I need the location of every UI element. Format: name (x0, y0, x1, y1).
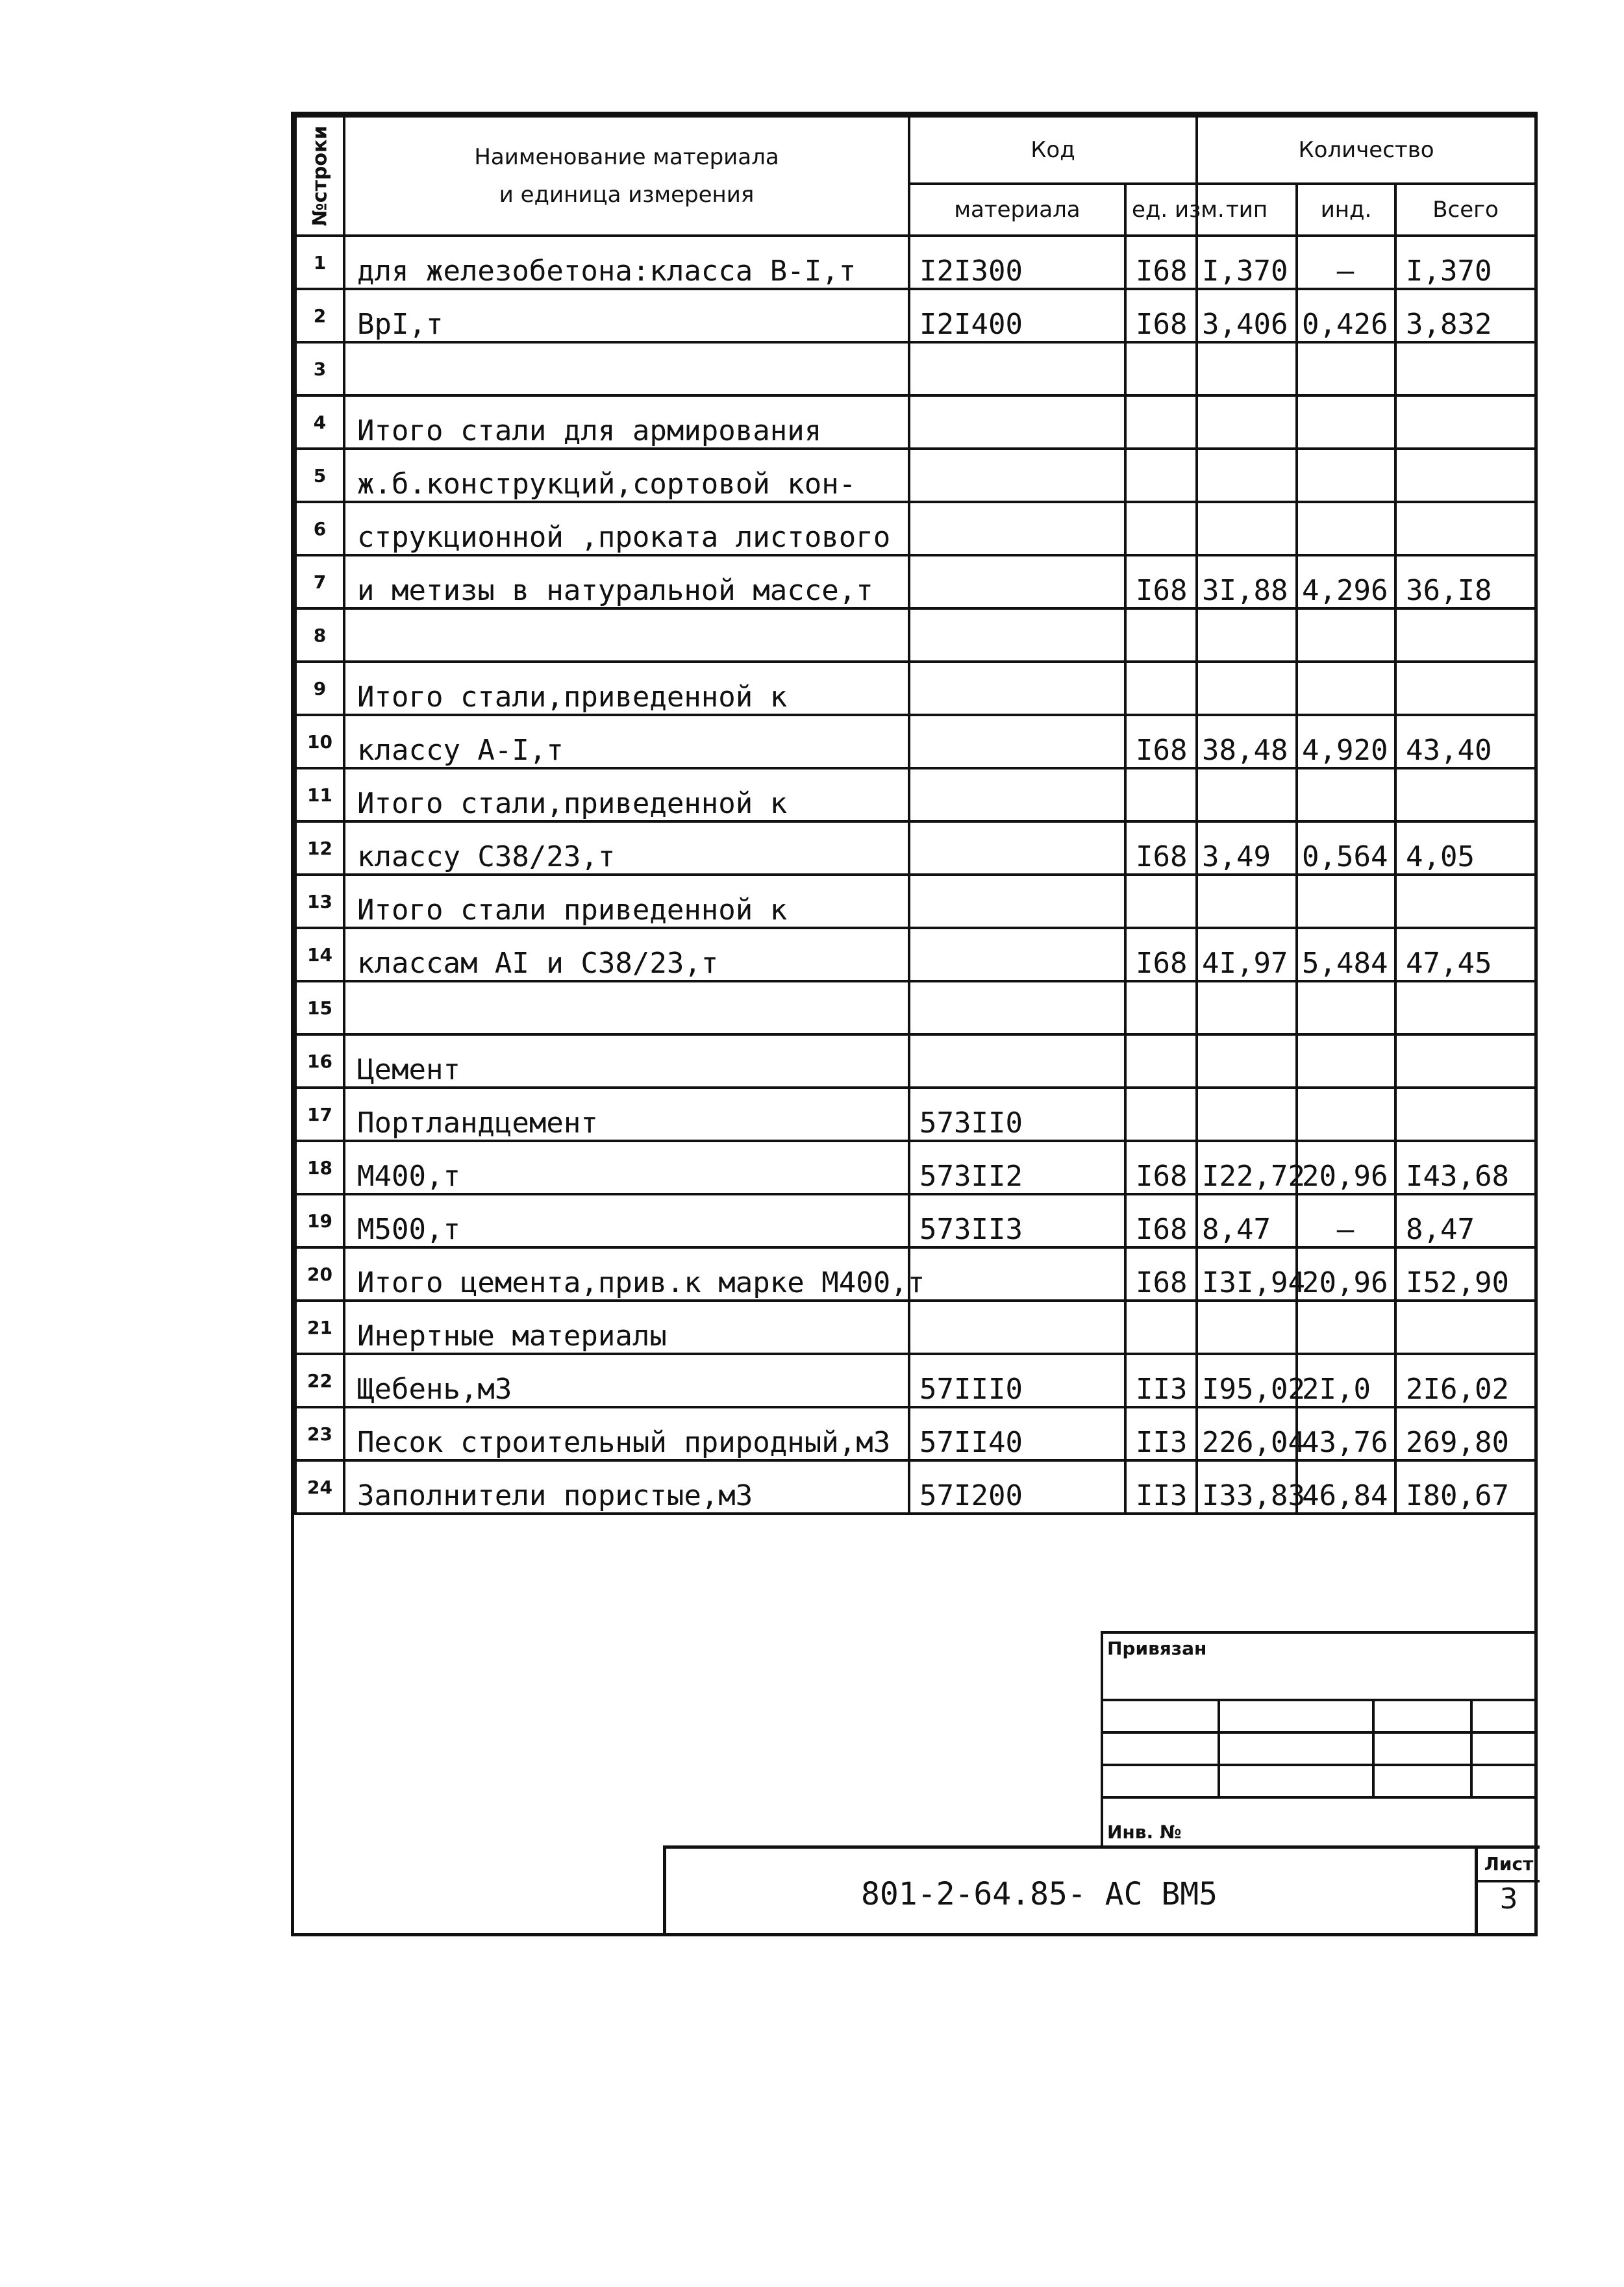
ind-value: 0,564 (1297, 821, 1395, 875)
unit-code: I68 (1125, 821, 1197, 875)
ind-value: – (1297, 1194, 1395, 1247)
row-number: 14 (295, 928, 344, 981)
material-name: классам АI и С38/23,т (344, 928, 909, 981)
spec-sheet (291, 112, 1538, 1936)
unit-code (1125, 768, 1197, 821)
ind-header: инд. (1297, 184, 1395, 236)
typ-value (1197, 1088, 1297, 1141)
table-row (295, 1194, 1536, 1247)
material-name: Заполнители пористые,м3 (344, 1460, 909, 1514)
material-code (909, 1301, 1125, 1354)
sheet-label: Лист (1478, 1849, 1540, 1882)
material-code (909, 768, 1125, 821)
row-number: 13 (295, 875, 344, 928)
unit-code: II3 (1125, 1407, 1197, 1460)
material-code: 573II3 (909, 1194, 1125, 1247)
stamp-line (1218, 1699, 1220, 1796)
table-row (295, 1407, 1536, 1460)
materials-table (294, 115, 1537, 1515)
table-row (295, 662, 1536, 715)
material-code (909, 821, 1125, 875)
total-value (1395, 395, 1536, 449)
total-header: Всего (1395, 184, 1536, 236)
document-code: 801-2-64.85- АС ВМ5 (861, 1876, 1218, 1912)
total-value: 8,47 (1395, 1194, 1536, 1247)
table-row (295, 1247, 1536, 1301)
ind-value: 4,296 (1297, 555, 1395, 608)
unit-code (1125, 981, 1197, 1034)
table-row (295, 1460, 1536, 1514)
unit-code: I68 (1125, 555, 1197, 608)
typ-header: тип (1197, 184, 1297, 236)
material-name: ВрI,т (344, 289, 909, 342)
material-code (909, 875, 1125, 928)
ind-value: 0,426 (1297, 289, 1395, 342)
total-value (1395, 875, 1536, 928)
typ-value: I33,83 (1197, 1460, 1297, 1514)
material-name: Щебень,м3 (344, 1354, 909, 1407)
table-row (295, 395, 1536, 449)
ind-value (1297, 395, 1395, 449)
material-code (909, 928, 1125, 981)
table-row (295, 449, 1536, 502)
row-number: 8 (295, 608, 344, 662)
material-code: 57I200 (909, 1460, 1125, 1514)
total-value (1395, 1088, 1536, 1141)
material-code (909, 342, 1125, 395)
table-row (295, 608, 1536, 662)
total-value: 269,80 (1395, 1407, 1536, 1460)
total-value (1395, 768, 1536, 821)
typ-value: I3I,94 (1197, 1247, 1297, 1301)
typ-value (1197, 502, 1297, 555)
ind-value (1297, 1034, 1395, 1088)
typ-value (1197, 449, 1297, 502)
material-name: Итого стали приведенной к (344, 875, 909, 928)
unit-code (1125, 395, 1197, 449)
material-name: Цемент (344, 1034, 909, 1088)
row-number: 24 (295, 1460, 344, 1514)
total-value (1395, 449, 1536, 502)
table-row (295, 502, 1536, 555)
ind-value (1297, 768, 1395, 821)
material-code (909, 502, 1125, 555)
row-number: 9 (295, 662, 344, 715)
material-code (909, 981, 1125, 1034)
typ-value (1197, 875, 1297, 928)
material-name: и метизы в натуральной массе,т (344, 555, 909, 608)
bound-label: Привязан (1107, 1638, 1207, 1659)
material-code (909, 395, 1125, 449)
unit-code: I68 (1125, 928, 1197, 981)
typ-value (1197, 768, 1297, 821)
typ-value: I,370 (1197, 236, 1297, 289)
row-number: 21 (295, 1301, 344, 1354)
table-row (295, 1034, 1536, 1088)
unit-code (1125, 1301, 1197, 1354)
total-value (1395, 662, 1536, 715)
ind-value (1297, 608, 1395, 662)
typ-value: I95,02 (1197, 1354, 1297, 1407)
table-row (295, 875, 1536, 928)
total-value: I43,68 (1395, 1141, 1536, 1194)
ind-value: 20,96 (1297, 1247, 1395, 1301)
quantity-group-header: Количество (1197, 116, 1536, 184)
unit-code (1125, 608, 1197, 662)
ind-value (1297, 1088, 1395, 1141)
total-value: 47,45 (1395, 928, 1536, 981)
material-name (344, 981, 909, 1034)
table-body (295, 236, 1536, 1514)
material-name: классу С38/23,т (344, 821, 909, 875)
ind-value (1297, 875, 1395, 928)
typ-value (1197, 1034, 1297, 1088)
unit-code: I68 (1125, 1141, 1197, 1194)
row-number: 5 (295, 449, 344, 502)
table-row (295, 928, 1536, 981)
unit-code: I68 (1125, 236, 1197, 289)
material-code (909, 1247, 1125, 1301)
unit-code: I68 (1125, 715, 1197, 768)
typ-value: 3I,88 (1197, 555, 1297, 608)
ind-value (1297, 1301, 1395, 1354)
ind-value: 46,84 (1297, 1460, 1395, 1514)
table-row (295, 1088, 1536, 1141)
total-value (1395, 1034, 1536, 1088)
ind-value: – (1297, 236, 1395, 289)
total-value: 36,I8 (1395, 555, 1536, 608)
material-code (909, 1034, 1125, 1088)
sheet-number: 3 (1499, 1882, 1518, 1916)
total-value: 43,40 (1395, 715, 1536, 768)
typ-value (1197, 662, 1297, 715)
row-number: 4 (295, 395, 344, 449)
material-code (909, 715, 1125, 768)
material-name: струкционной ,проката листового (344, 502, 909, 555)
typ-value: I22,72 (1197, 1141, 1297, 1194)
table-row (295, 821, 1536, 875)
material-code (909, 608, 1125, 662)
typ-value (1197, 1301, 1297, 1354)
unit-code: I68 (1125, 1247, 1197, 1301)
typ-value: 38,48 (1197, 715, 1297, 768)
ind-value (1297, 981, 1395, 1034)
total-value (1395, 981, 1536, 1034)
total-value: I52,90 (1395, 1247, 1536, 1301)
total-value (1395, 502, 1536, 555)
unit-code: I68 (1125, 1194, 1197, 1247)
name-header-line1: Наименование материала (474, 144, 779, 170)
inventory-label: Инв. № (1107, 1821, 1182, 1843)
table-row (295, 715, 1536, 768)
row-number: 22 (295, 1354, 344, 1407)
ind-value (1297, 342, 1395, 395)
table-row (295, 768, 1536, 821)
row-number: 19 (295, 1194, 344, 1247)
typ-value (1197, 981, 1297, 1034)
unit-code (1125, 502, 1197, 555)
typ-value: 8,47 (1197, 1194, 1297, 1247)
row-number: 12 (295, 821, 344, 875)
material-name: Итого цемента,прив.к марке М400,т (344, 1247, 909, 1301)
material-code-header: материала (909, 184, 1125, 236)
code-group-header: Код (909, 116, 1197, 184)
ind-value: 5,484 (1297, 928, 1395, 981)
material-name: ж.б.конструкций,сортовой кон- (344, 449, 909, 502)
material-code (909, 555, 1125, 608)
stamp-line (1372, 1699, 1375, 1796)
unit-code (1125, 1088, 1197, 1141)
ind-value: 4,920 (1297, 715, 1395, 768)
material-name-header (344, 116, 909, 236)
table-row (295, 342, 1536, 395)
unit-header: ед. изм. (1125, 184, 1197, 236)
table-row (295, 1301, 1536, 1354)
typ-value: 3,49 (1197, 821, 1297, 875)
unit-code (1125, 449, 1197, 502)
stamp-line (1103, 1796, 1538, 1799)
stamp-line (1470, 1699, 1473, 1796)
total-value (1395, 1301, 1536, 1354)
row-number: 23 (295, 1407, 344, 1460)
name-header-line2: и единица измерения (499, 182, 755, 208)
row-number: 10 (295, 715, 344, 768)
total-value: 3,832 (1395, 289, 1536, 342)
material-code: 573II0 (909, 1088, 1125, 1141)
ind-value: 20,96 (1297, 1141, 1395, 1194)
material-name: Инертные материалы (344, 1301, 909, 1354)
typ-value: 3,406 (1197, 289, 1297, 342)
material-name: для железобетона:класса В-I,т (344, 236, 909, 289)
unit-code: II3 (1125, 1354, 1197, 1407)
unit-code: II3 (1125, 1460, 1197, 1514)
table-row (295, 236, 1536, 289)
row-number: 20 (295, 1247, 344, 1301)
row-number: 7 (295, 555, 344, 608)
sheet-box (1475, 1849, 1540, 1936)
total-value (1395, 608, 1536, 662)
table-row (295, 1354, 1536, 1407)
material-code (909, 449, 1125, 502)
material-code: 573II2 (909, 1141, 1125, 1194)
table-row (295, 555, 1536, 608)
typ-value (1197, 608, 1297, 662)
row-number: 2 (295, 289, 344, 342)
total-value (1395, 342, 1536, 395)
row-number: 11 (295, 768, 344, 821)
binding-stamp (1101, 1631, 1538, 1845)
material-name: Портландцемент (344, 1088, 909, 1141)
material-name: Итого стали для армирования (344, 395, 909, 449)
unit-code (1125, 662, 1197, 715)
ind-value (1297, 449, 1395, 502)
material-name: Итого стали,приведенной к (344, 662, 909, 715)
material-name: Песок строительный природный,м3 (344, 1407, 909, 1460)
row-number-header: №строки (295, 116, 344, 236)
row-number: 18 (295, 1141, 344, 1194)
total-value: I80,67 (1395, 1460, 1536, 1514)
title-block (663, 1845, 1540, 1936)
unit-code (1125, 342, 1197, 395)
material-name: Итого стали,приведенной к (344, 768, 909, 821)
typ-value (1197, 342, 1297, 395)
material-code (909, 662, 1125, 715)
unit-code (1125, 1034, 1197, 1088)
typ-value (1197, 395, 1297, 449)
row-number: 17 (295, 1088, 344, 1141)
row-number: 16 (295, 1034, 344, 1088)
table-row (295, 289, 1536, 342)
material-code: I2I300 (909, 236, 1125, 289)
typ-value: 4I,97 (1197, 928, 1297, 981)
total-value: 4,05 (1395, 821, 1536, 875)
row-number: 3 (295, 342, 344, 395)
material-name (344, 608, 909, 662)
unit-code (1125, 875, 1197, 928)
material-name: М500,т (344, 1194, 909, 1247)
ind-value (1297, 662, 1395, 715)
material-name: классу А-I,т (344, 715, 909, 768)
ind-value (1297, 502, 1395, 555)
table-row (295, 1141, 1536, 1194)
table-row (295, 981, 1536, 1034)
unit-code: I68 (1125, 289, 1197, 342)
ind-value: 2I,0 (1297, 1354, 1395, 1407)
typ-value: 226,04 (1197, 1407, 1297, 1460)
material-code: I2I400 (909, 289, 1125, 342)
material-code: 57III0 (909, 1354, 1125, 1407)
row-number: 1 (295, 236, 344, 289)
material-name: М400,т (344, 1141, 909, 1194)
row-number: 6 (295, 502, 344, 555)
material-name (344, 342, 909, 395)
total-value: I,370 (1395, 236, 1536, 289)
total-value: 2I6,02 (1395, 1354, 1536, 1407)
ind-value: 43,76 (1297, 1407, 1395, 1460)
row-number: 15 (295, 981, 344, 1034)
material-code: 57II40 (909, 1407, 1125, 1460)
